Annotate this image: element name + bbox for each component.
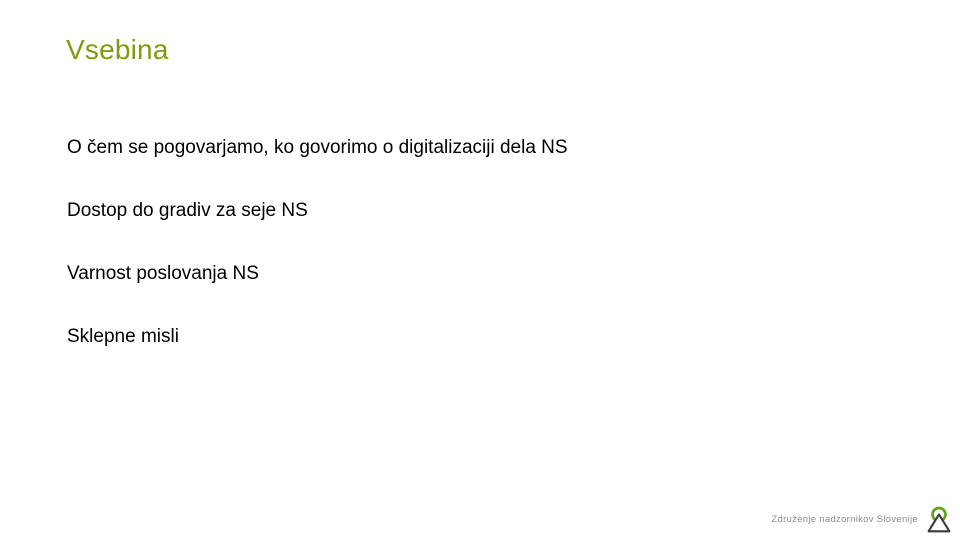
content-item: Dostop do gradiv za seje NS bbox=[67, 200, 308, 221]
content-item: Sklepne misli bbox=[67, 326, 179, 347]
zns-logo-icon bbox=[927, 505, 951, 534]
footer bbox=[771, 505, 951, 534]
footer-org-name: Združenje nadzornikov Slovenije bbox=[771, 514, 918, 525]
slide-title: Vsebina bbox=[66, 34, 169, 65]
content-list bbox=[67, 137, 900, 389]
content-item: Varnost poslovanja NS bbox=[67, 263, 259, 284]
content-item: O čem se pogovarjamo, ko govorimo o digitalizaciji dela NS bbox=[67, 137, 568, 158]
